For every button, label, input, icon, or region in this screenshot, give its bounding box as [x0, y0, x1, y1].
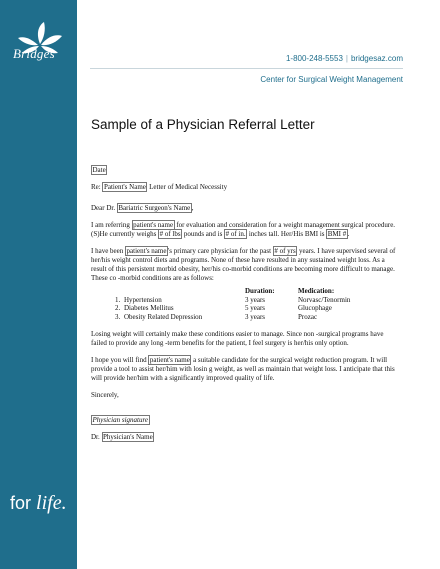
- table-row: [115, 304, 350, 313]
- medication-cell: Glucophage: [298, 304, 332, 312]
- paragraph-history: [91, 247, 401, 283]
- condition-name: Diabetes Mellitus: [124, 304, 174, 312]
- header-divider: [90, 68, 403, 69]
- medication-header: Medication:: [298, 287, 335, 295]
- medication-cell: Norvasc/Tenormin: [298, 295, 351, 304]
- p1-text-d: inches tall. Her/His BMI is: [247, 230, 327, 238]
- p1-text-c: pounds and is: [182, 230, 225, 238]
- duration-cell: 5 years: [245, 304, 266, 312]
- height-placeholder: # of in.: [225, 230, 246, 238]
- signer-line: [91, 433, 401, 442]
- paragraph-rationale: Losing weight will certainly make these conditions easier to manage. Since non -surgical programs have failed to provide any long -term benefits for the patient, I feel surgery is her/his only option.: [91, 330, 384, 347]
- tagline-emphasis: life.: [36, 492, 67, 514]
- re-prefix: Re:: [91, 183, 103, 191]
- brand-logo-text: Bridges: [13, 46, 55, 61]
- p1-text-e: .: [347, 230, 350, 238]
- p1-text-b: for evaluation and consideration for a weight management surgical procedure. (S)He currently weighs: [91, 221, 396, 238]
- surgeon-name-placeholder: Bariatric Surgeon's Name: [118, 204, 191, 212]
- paragraph-request: [91, 356, 401, 383]
- table-row: [115, 296, 350, 305]
- date-line: [91, 166, 401, 175]
- patient-name-placeholder: patient's name: [149, 356, 190, 364]
- row-number: 3.: [115, 312, 121, 321]
- page-title: Sample of a Physician Referral Letter: [91, 117, 315, 132]
- signer-prefix: Dr.: [91, 433, 102, 441]
- re-line: [91, 183, 401, 192]
- duration-cell: 3 years: [245, 312, 266, 321]
- salutation: [91, 204, 401, 213]
- department-name: Center for Surgical Weight Management: [260, 75, 403, 84]
- p4-text-a: I hope you will find: [91, 356, 149, 364]
- p2-text-a: I have been: [91, 247, 126, 255]
- salutation-prefix: Dear Dr.: [91, 204, 117, 212]
- bmi-placeholder: BMI #: [327, 230, 347, 238]
- p2-text-b: 's primary care physician for the past: [167, 247, 273, 255]
- condition-cell: [115, 296, 245, 305]
- table-header-row: [115, 287, 350, 296]
- patient-name-placeholder: patient's name: [126, 247, 167, 255]
- signature-placeholder: Physician signature: [92, 416, 149, 424]
- p1-text-a: I am referring: [91, 221, 132, 229]
- years-placeholder: # of yrs: [274, 247, 296, 255]
- physician-name-placeholder: Physician's Name: [103, 433, 153, 441]
- condition-cell: [115, 304, 245, 313]
- condition-name: Hypertension: [124, 295, 162, 304]
- condition-header: [115, 287, 245, 296]
- letter-body: [91, 117, 401, 450]
- closing: Sincerely,: [91, 391, 119, 399]
- re-suffix: Letter of Medical Necessity: [147, 183, 228, 191]
- brand-sidebar: [0, 0, 77, 569]
- duration-header: Duration:: [245, 287, 275, 295]
- p4-text-b: a suitable candidate for the surgical weight reduction program. It will provide a tool to assist her/him with losin g weight, as well as maintain that weight loss. I anticipate that this will provide her/him with a significantly improved quality of life.: [91, 356, 395, 382]
- contact-info: [286, 54, 403, 63]
- re-patient-placeholder: Patient's Name: [103, 183, 146, 191]
- website-link[interactable]: bridgesaz.com: [350, 54, 403, 63]
- patient-name-placeholder: patient's name: [133, 221, 174, 229]
- table-row: [115, 313, 350, 322]
- condition-cell: [115, 313, 245, 322]
- date-placeholder: Date: [92, 166, 106, 174]
- p2-text-c: years. I have supervised several of her/his weight control diets and programs. None of these have resulted in any sustained weight loss. As a result of this persistent morbid obesity, her/his co-morbid conditions are becoming more difficult to manage. These co -morbid conditions are as follows:: [91, 247, 396, 282]
- duration-cell: 3 years: [245, 295, 266, 304]
- salutation-suffix: ,: [191, 204, 194, 212]
- row-number: 2.: [115, 304, 121, 312]
- tagline-prefix: for: [10, 493, 32, 513]
- brand-tagline: [10, 492, 67, 515]
- medication-cell: Prozac: [298, 312, 318, 321]
- contact-separator: |: [345, 54, 348, 63]
- signature-line: [91, 416, 401, 425]
- weight-placeholder: # of lbs: [159, 230, 181, 238]
- phone-number: 1-800-248-5553: [285, 54, 343, 63]
- conditions-table: [115, 287, 350, 321]
- row-number: 1.: [115, 295, 121, 304]
- paragraph-referral: [91, 221, 401, 239]
- condition-name: Obesity Related Depression: [124, 312, 203, 321]
